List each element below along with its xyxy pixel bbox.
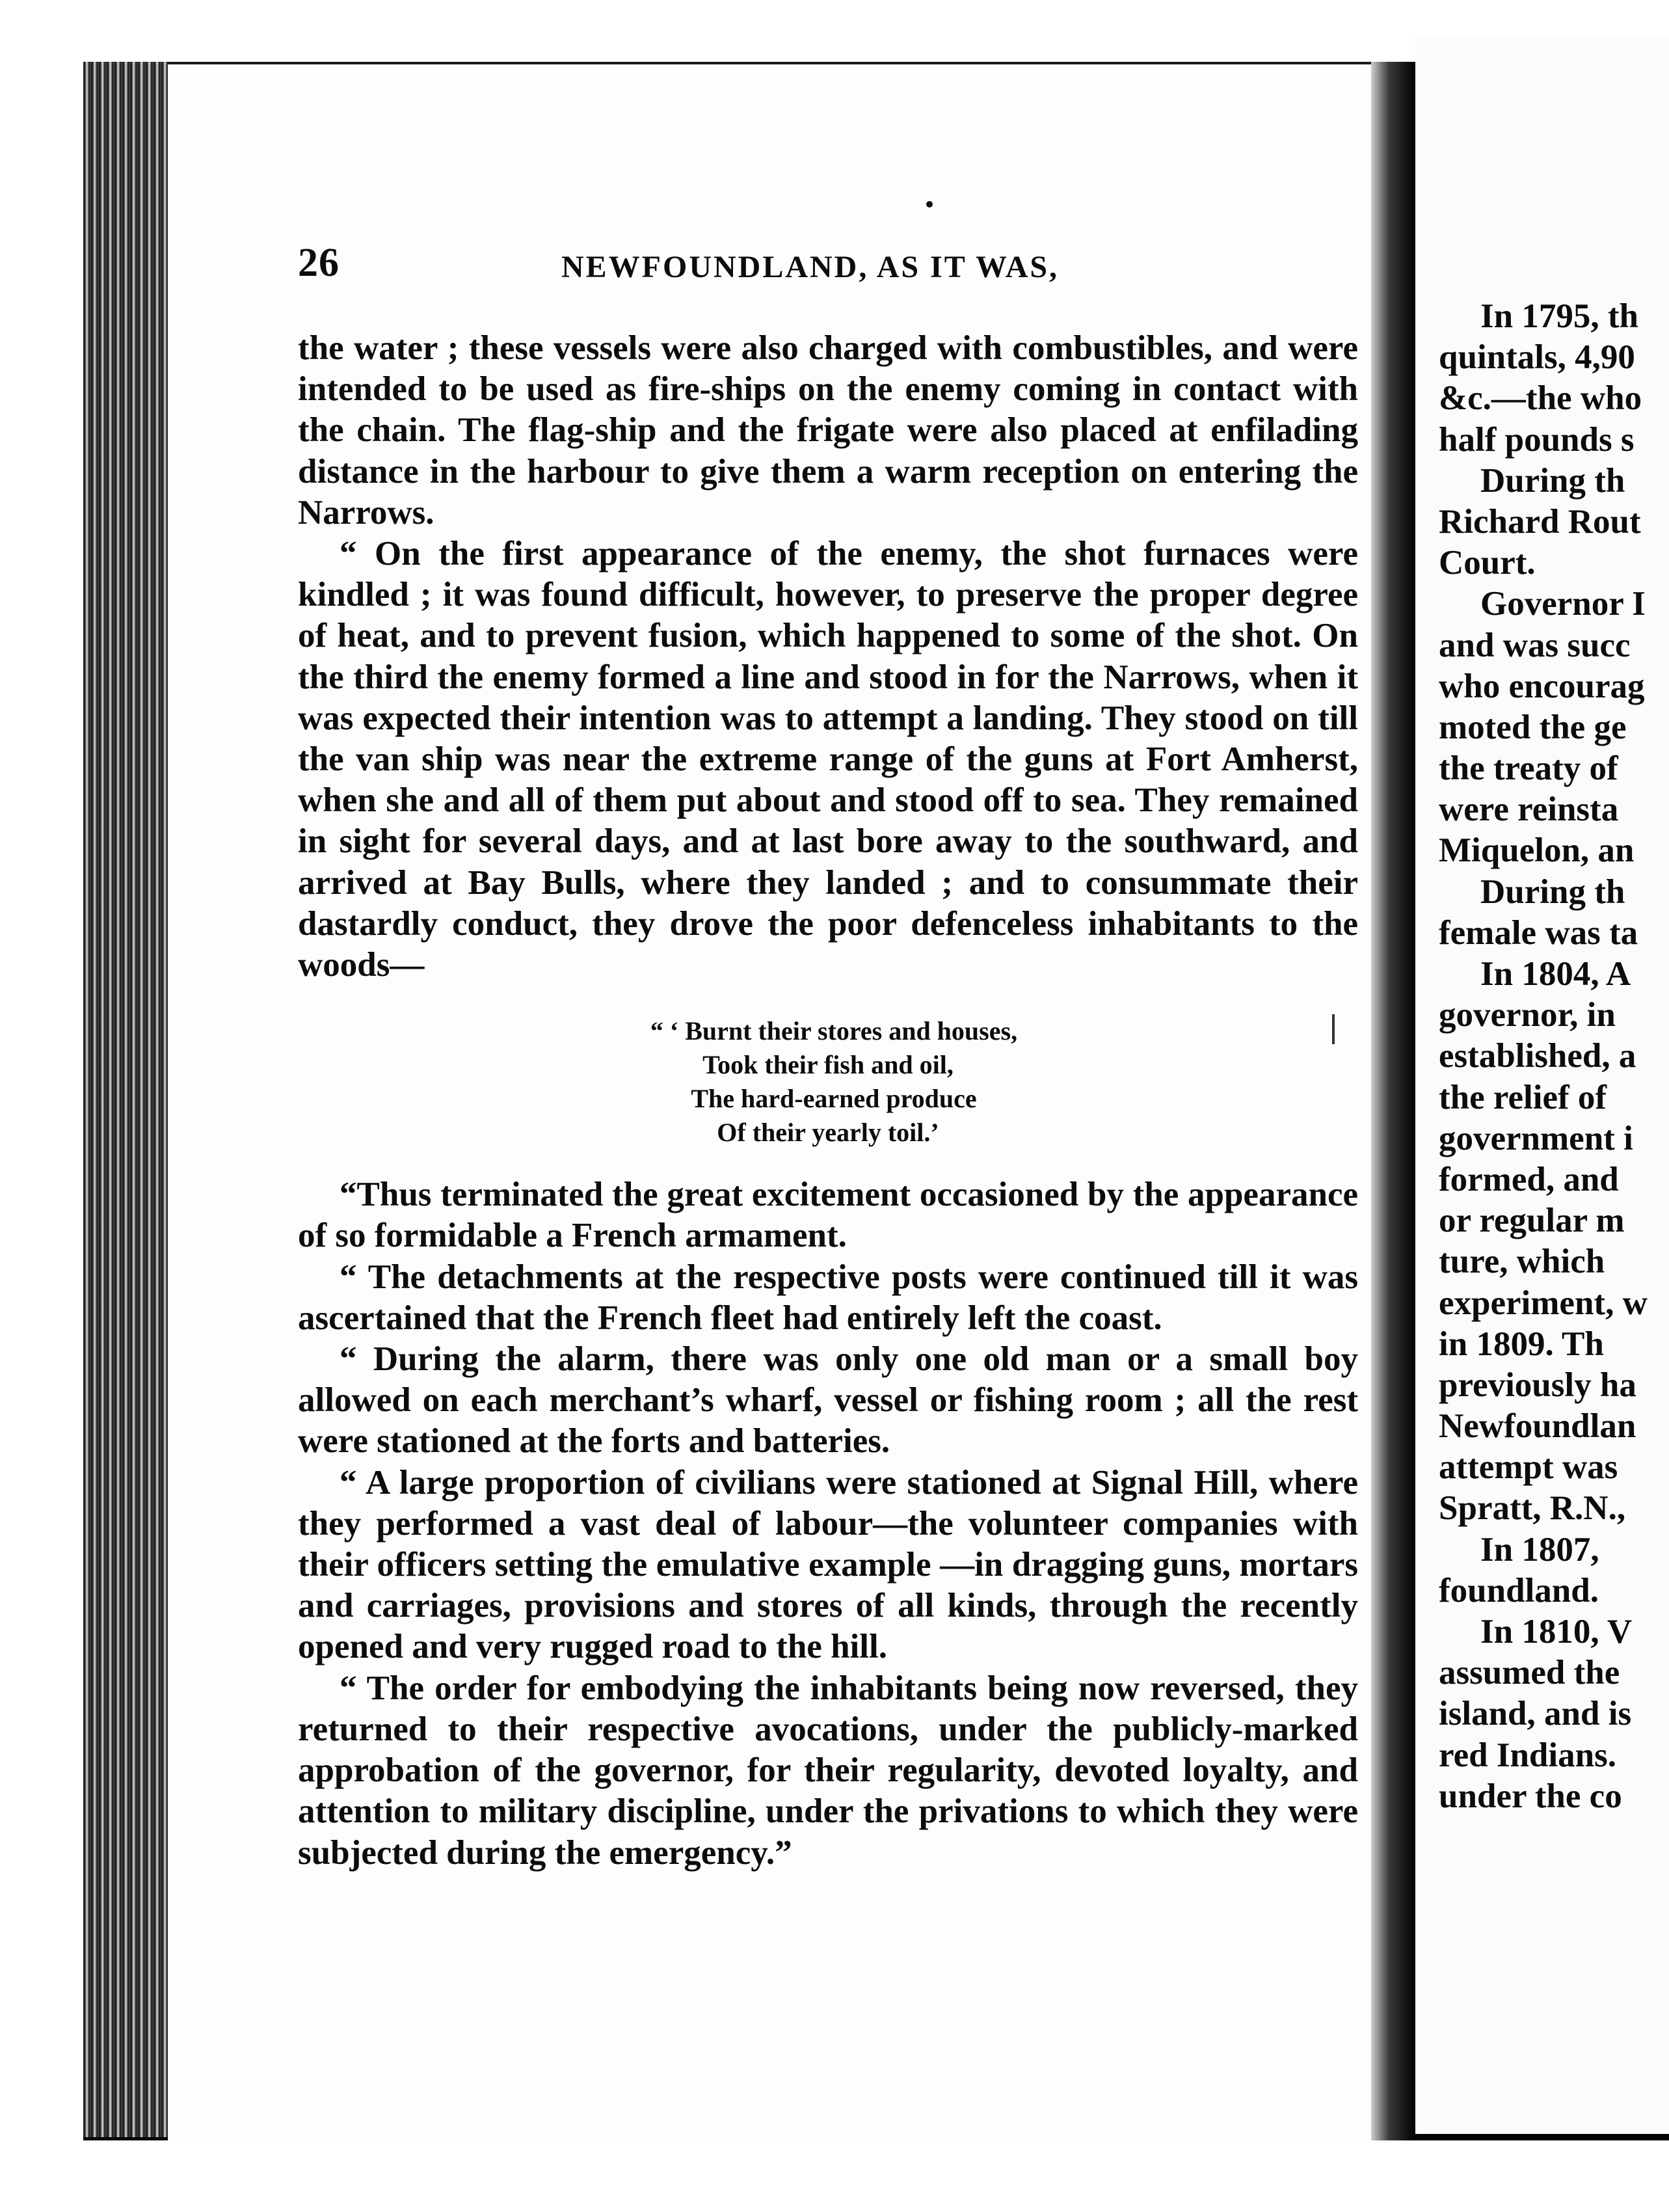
right-line: quintals, 4,90 (1439, 338, 1635, 377)
right-line: formed, and (1439, 1160, 1619, 1198)
right-line: governor, in (1439, 996, 1616, 1034)
right-line: During th (1480, 872, 1625, 911)
left-page (168, 62, 1371, 2143)
right-line: who encourag (1439, 667, 1645, 705)
right-line: In 1810, V (1480, 1613, 1633, 1651)
right-line: assumed the (1439, 1654, 1620, 1692)
right-line: attempt was (1439, 1448, 1618, 1487)
right-line: the relief of (1439, 1078, 1607, 1116)
left-margin (0, 0, 83, 2212)
right-line: Spratt, R.N., (1439, 1489, 1626, 1528)
ink-dot (926, 201, 933, 208)
right-line: Court. (1439, 544, 1536, 582)
right-line: In 1804, A (1480, 955, 1631, 993)
right-line: Richard Rout (1439, 502, 1641, 541)
paragraph-2: “ On the first appearance of the enemy, the shot furnaces were kindled ; it was found difficult, however, to preserve the proper degree of heat, and to prevent fusion, which happened to some of the shot. On the third the enemy formed a line and stood in for the Narrows, when it was expected their intention was to attempt a landing. They stood on till the van ship was near the extreme range of the guns at Fort Amherst, when she and all of them put about and stood off to sea. They remained in sight for several days, and at last bore away to the southward, and arrived at Bay Bulls, where they landed ; and to consummate their dastardly conduct, they drove the poor defenceless inhabitants to the woods— (298, 535, 1358, 984)
right-line: or regular m (1439, 1202, 1625, 1240)
body-text (298, 328, 1358, 1874)
right-line: experiment, w (1439, 1284, 1648, 1322)
bottom-margin (0, 2140, 1669, 2212)
page-edge-leaves (83, 62, 168, 2137)
right-line: red Indians. (1439, 1736, 1616, 1774)
right-line: under the co (1439, 1777, 1622, 1815)
right-line: Governor I (1480, 585, 1646, 623)
right-line: island, and is (1439, 1695, 1632, 1733)
running-title: NEWFOUNDLAND, AS IT WAS, (561, 250, 1060, 284)
page-number: 26 (298, 241, 340, 285)
right-line: Newfoundlan (1439, 1407, 1636, 1446)
verse-quotation (298, 1014, 1358, 1150)
verse-line-4: Of their yearly toil.’ (717, 1118, 939, 1148)
right-line: &c.—the who (1439, 379, 1642, 418)
right-line: the treaty of (1439, 749, 1618, 788)
right-line: in 1809. Th (1439, 1325, 1604, 1363)
right-page-fragment (1415, 36, 1669, 2134)
right-line: foundland. (1439, 1571, 1599, 1610)
paragraph-1: the water ; these vessels were also charged with combustibles, and were intended to be used as fire-ships on the enemy coming in contact with the chain. The flag-ship and the frigate were also placed at enfilading distance in the harbour to give them a warm reception on entering the Narrows. (298, 329, 1358, 532)
right-line: previously ha (1439, 1366, 1636, 1404)
right-line: were reinsta (1439, 790, 1619, 829)
right-page-text (1439, 296, 1669, 1817)
right-line: In 1795, th (1480, 297, 1638, 335)
paragraph-4: “ The detachments at the respective posts were continued till it was ascertained that the French fleet had entirely left the coast. (298, 1258, 1358, 1337)
right-line: established, a (1439, 1037, 1636, 1075)
right-line: and was succ (1439, 626, 1631, 664)
paragraph-7: “ The order for embodying the inhabitants being now reversed, they returned to their respective avocations, under the publicly-marked approbation of the governor, for their regularity, devoted loyalty, and attention to military discipline, under the privations to which they were subjected during the emergency.” (298, 1669, 1358, 1872)
right-line: half pounds s (1439, 420, 1635, 459)
verse-line-3: The hard-earned produce (691, 1084, 977, 1114)
margin-mark (1332, 1014, 1335, 1044)
running-head (168, 240, 1371, 292)
verse-line-2: Took their fish and oil, (702, 1050, 954, 1080)
right-line: In 1807, (1480, 1530, 1599, 1569)
right-line: moted the ge (1439, 708, 1627, 746)
right-line: ture, which (1439, 1243, 1605, 1281)
right-line: government i (1439, 1119, 1633, 1157)
paragraph-6: “ A large proportion of civilians were stationed at Signal Hill, where they performed a vast deal of labour—the volunteer companies with their officers setting the emulative example —in dragging guns, mortars and carriages, provisions and stores of all kinds, through the recently opened and very rugged road to the hill. (298, 1463, 1358, 1666)
paragraph-5: “ During the alarm, there was only one old man or a small boy allowed on each merchant’s wharf, vessel or fishing room ; all the rest were stationed at the forts and batteries. (298, 1340, 1358, 1461)
right-line: Miquelon, an (1439, 831, 1635, 870)
book-gutter (1371, 62, 1415, 2140)
right-line: During th (1480, 461, 1625, 500)
verse-line-1: “ ‘ Burnt their stores and houses, (650, 1016, 1018, 1046)
right-line: female was ta (1439, 913, 1638, 952)
paragraph-3: “Thus terminated the great excitement occasioned by the appearance of so formidable a French armament. (298, 1176, 1358, 1255)
